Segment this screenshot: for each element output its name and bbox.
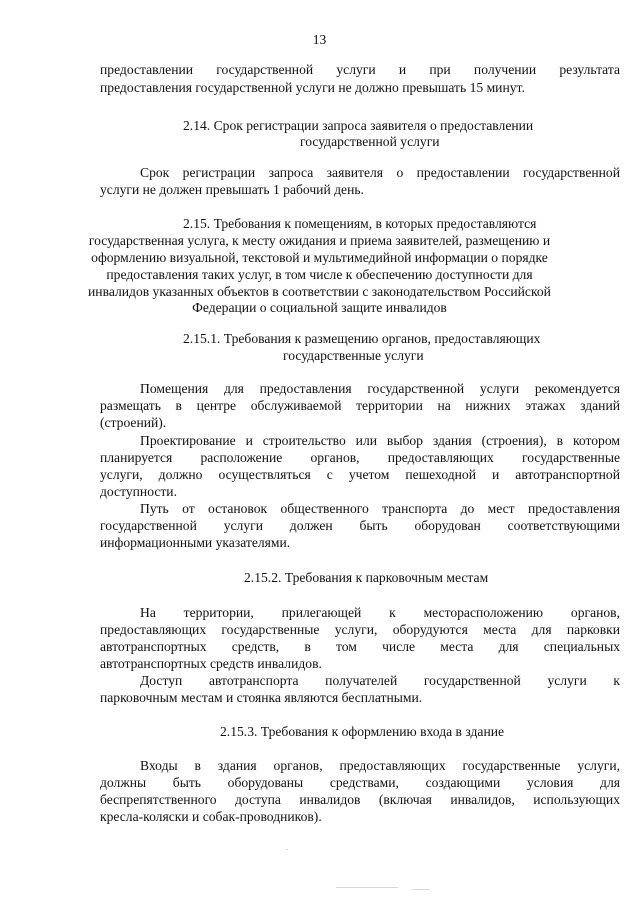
text-line: размещать в центре обслуживаемой территории на нижних этажах зданий xyxy=(100,398,620,413)
text-line: Проектирование и строительство или выбор здания (строения), в котором xyxy=(140,433,620,448)
heading-line: Федерации о социальной защите инвалидов xyxy=(192,300,447,315)
heading-line: 2.14. Срок регистрации запроса заявителя о предоставлении xyxy=(183,118,534,133)
text-line: предоставления государственной услуги не должно превышать 15 минут. xyxy=(100,80,525,95)
scan-mark xyxy=(412,889,430,890)
text-line: Срок регистрации запроса заявителя о предоставлении государственной xyxy=(140,165,620,180)
heading-line: государственной услуги xyxy=(300,134,440,149)
text-line: государственной услуги должен быть оборудован соответствующими xyxy=(100,518,620,533)
text-line: Помещения для предоставления государственной услуги рекомендуется xyxy=(140,381,620,396)
text-line: Путь от остановок общественного транспорта до мест предоставления xyxy=(140,501,620,516)
text-line: беспрепятственного доступа инвалидов (включая инвалидов, использующих xyxy=(100,792,620,807)
text-line: Доступ автотранспорта получателей государственной услуги к xyxy=(140,673,620,688)
text-line: Входы в здания органов, предоставляющих государственные услуги, xyxy=(140,758,620,773)
text-line: парковочным местам и стоянка являются бесплатными. xyxy=(100,690,423,705)
text-line: На территории, прилегающей к месторасположению органов, xyxy=(140,605,620,620)
text-line: предоставлении государственной услуги и при получении результата xyxy=(100,62,620,77)
heading-line: государственная услуга, к месту ожидания и приема заявителей, размещению и xyxy=(88,233,551,248)
text-line: услуги не должен превышать 1 рабочий день. xyxy=(100,182,364,197)
text-line: планируется расположение органов, предоставляющих государственные xyxy=(100,450,620,465)
text-line: услуги, должно осуществляться с учетом пешеходной и автотранспортной xyxy=(100,467,620,482)
text-line: автотранспортных средств, в том числе места для специальных xyxy=(100,639,620,654)
heading-line: 2.15. Требования к помещениям, в которых предоставляются xyxy=(183,216,537,231)
text-line: информационными указателями. xyxy=(100,535,291,550)
heading-line: оформлению визуальной, текстовой и мультимедийной информации о порядке xyxy=(91,250,548,265)
text-line: кресла-коляски и собак-проводников). xyxy=(100,809,322,824)
text-line: (строений). xyxy=(100,415,167,430)
text-line: автотранспортных средств инвалидов. xyxy=(100,656,322,671)
heading-line: 2.15.1. Требования к размещению органов, предоставляющих xyxy=(183,331,541,346)
scan-mark xyxy=(286,849,288,850)
heading-line: государственные услуги xyxy=(283,348,424,363)
heading-line: предоставления таких услуг, в том числе к обеспечению доступности для xyxy=(106,267,533,282)
page-number: 13 xyxy=(312,32,327,47)
text-line: предоставляющих государственные услуги, оборудуются места для парковки xyxy=(100,622,620,637)
heading-line: 2.15.2. Требования к парковочным местам xyxy=(244,570,489,585)
heading-line: 2.15.3. Требования к оформлению входа в здание xyxy=(220,724,505,739)
scan-mark xyxy=(336,887,398,888)
heading-line: инвалидов указанных объектов в соответствии с законодательством Российской xyxy=(88,284,551,299)
text-line: должны быть оборудованы средствами, создающими условия для xyxy=(100,775,620,790)
text-line: доступности. xyxy=(100,484,177,499)
